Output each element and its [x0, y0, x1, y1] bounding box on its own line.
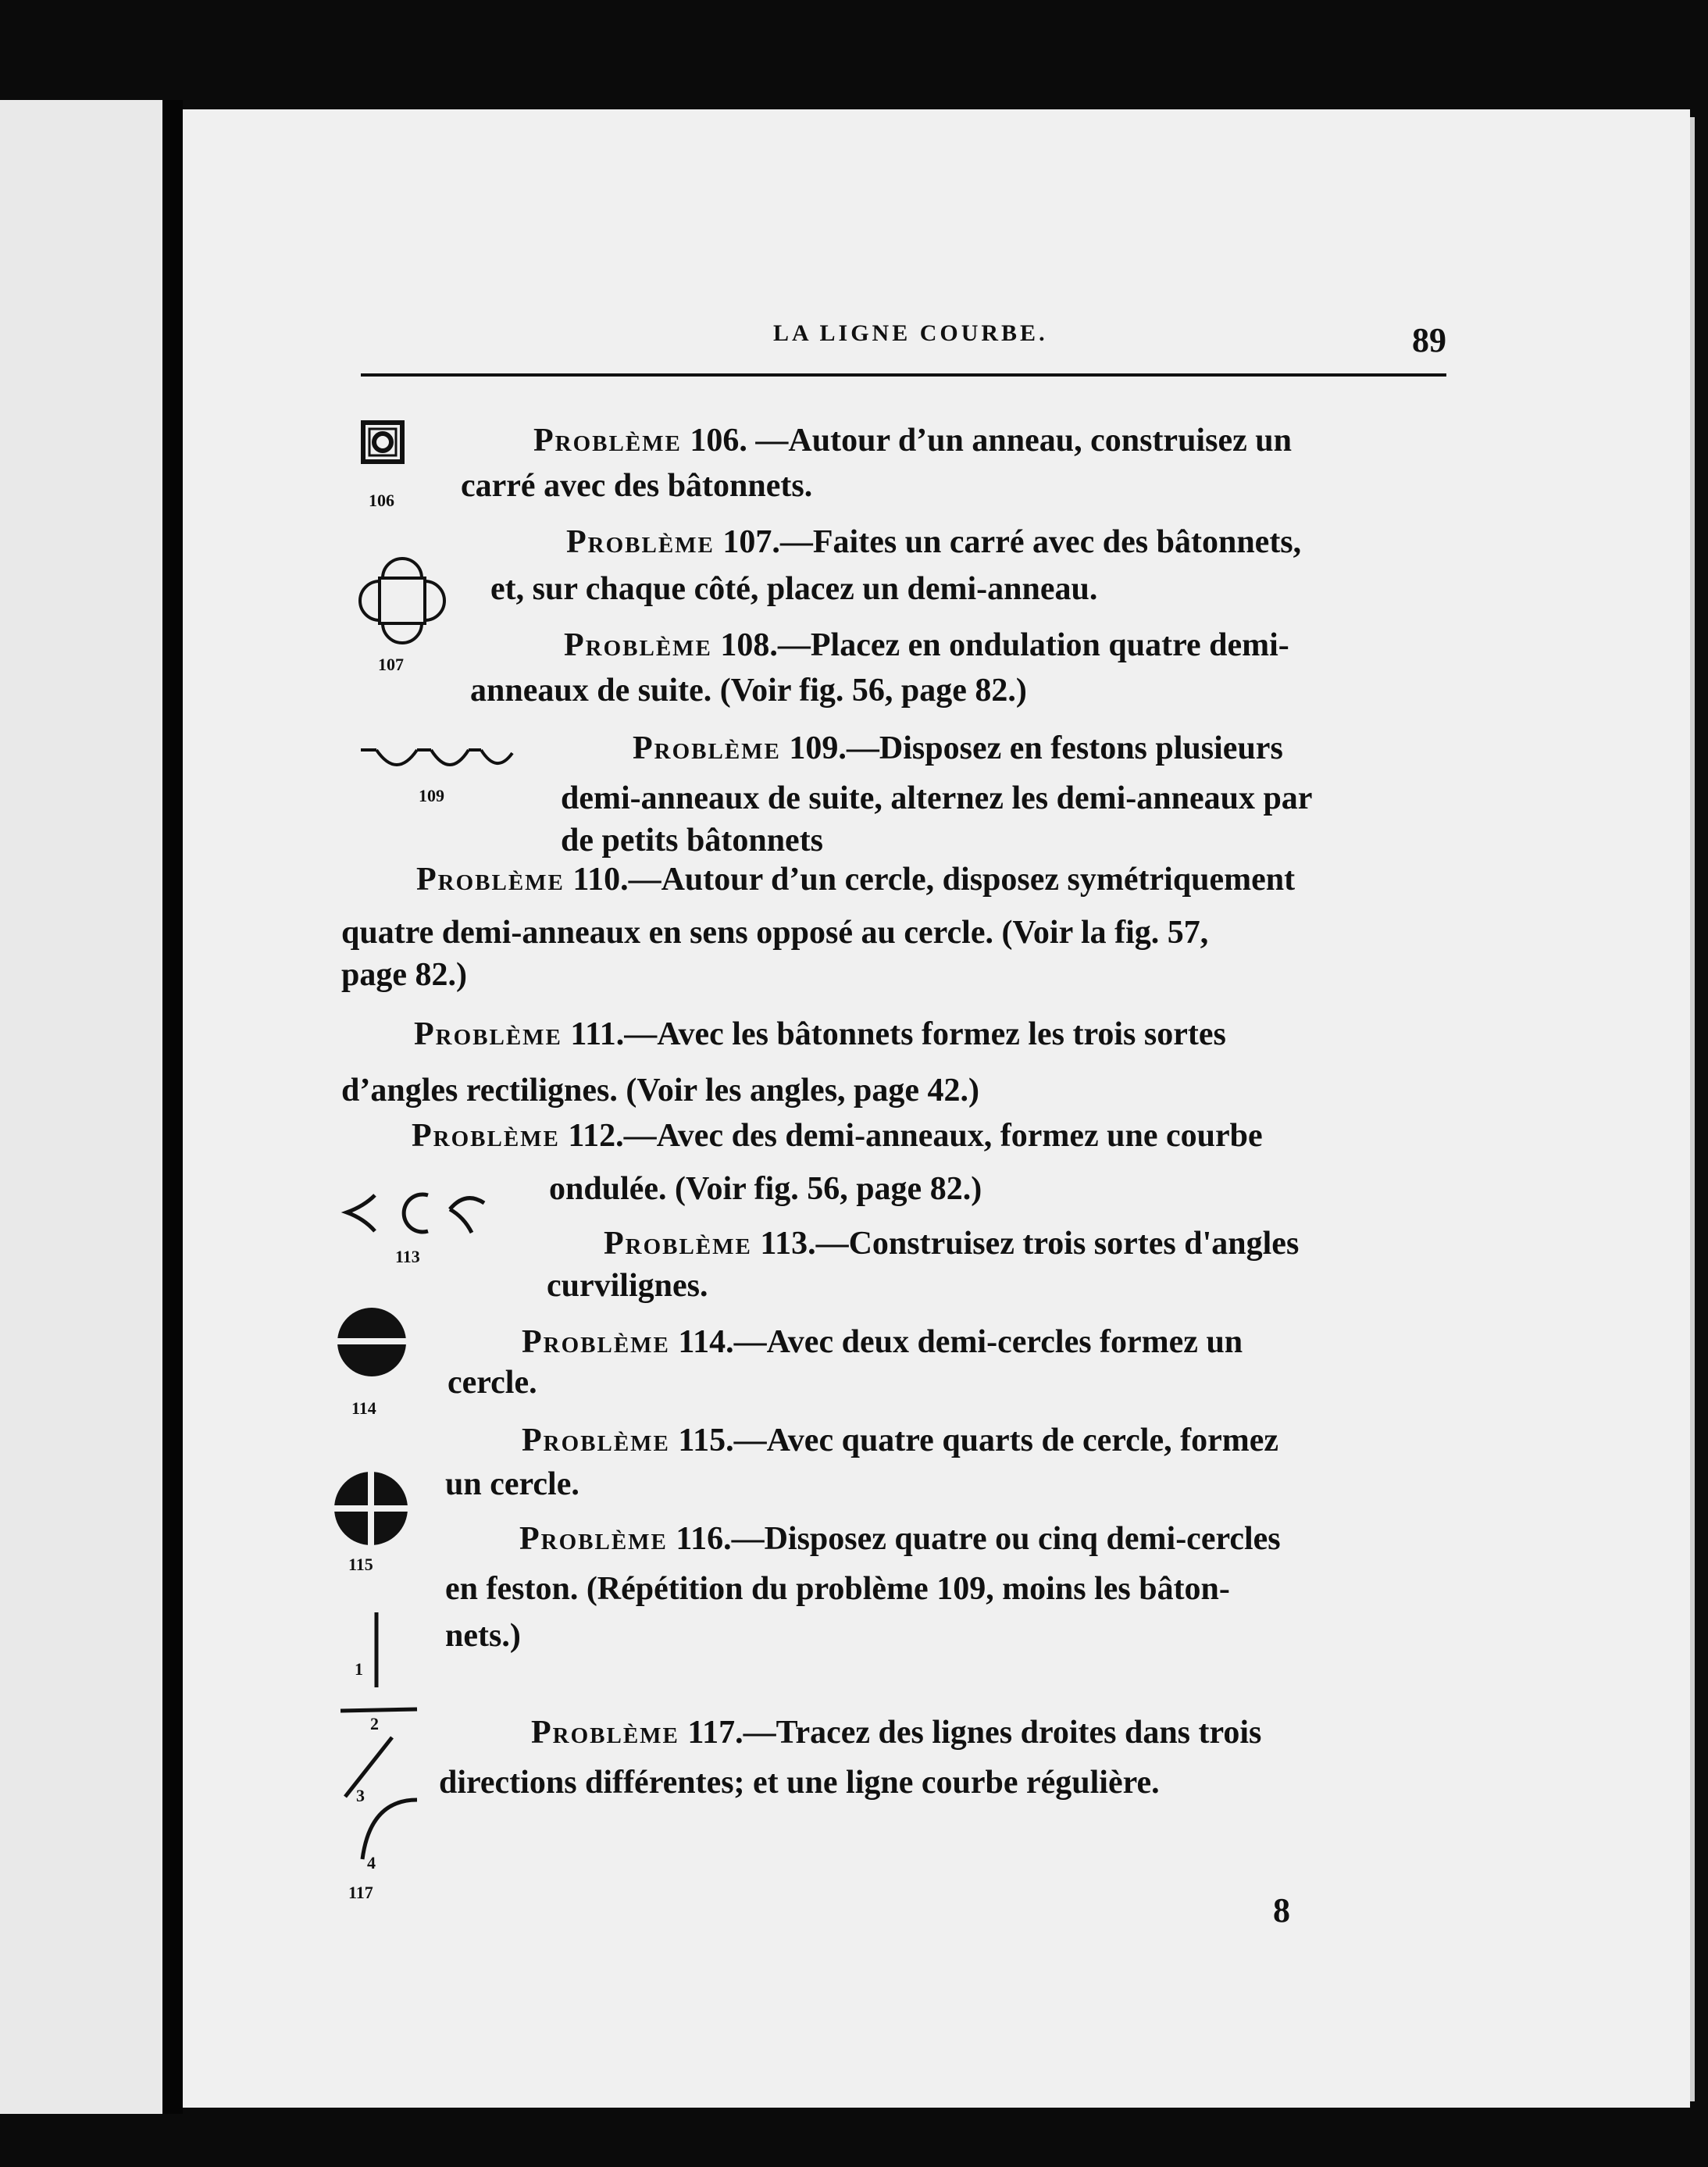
problem-111-line-1: Problème 111.—Avec les bâtonnets formez les trois sortes [414, 1016, 1226, 1052]
problem-117-line-1: Problème 117.—Tracez des lignes droites dans trois [531, 1715, 1262, 1751]
running-title: LA LIGNE COURBE. [773, 320, 1048, 346]
figure-106-label: 106 [369, 491, 394, 510]
problem-109-line-3: de petits bâtonnets [561, 823, 824, 859]
problem-116-line-1: Problème 116.—Disposez quatre ou cinq demi-cercles [519, 1521, 1281, 1557]
problem-110-line-2: quatre demi-anneaux en sens opposé au cercle. (Voir la fig. 57, [341, 915, 1209, 951]
figure-106-ring-in-square [361, 420, 405, 464]
header-rule [361, 373, 1446, 377]
facing-page-edge [0, 100, 162, 2114]
figure-114-label: 114 [351, 1398, 376, 1418]
figure-117-number-2: 2 [370, 1714, 379, 1733]
figure-107-square-half-rings [358, 556, 451, 650]
problem-114-line-2: cercle. [448, 1365, 537, 1401]
figure-117-number-3: 3 [356, 1786, 365, 1805]
problem-107-line-1: Problème 107.—Faites un carré avec des bâtonnets, [566, 524, 1302, 560]
problem-113-line-1: Problème 113.—Construisez trois sortes d'angles [604, 1226, 1300, 1262]
figure-117-number-4: 4 [367, 1853, 376, 1872]
problem-115-line-2: un cercle. [445, 1466, 579, 1502]
problem-110-line-3: page 82.) [341, 957, 467, 993]
problem-112-line-2: ondulée. (Voir fig. 56, page 82.) [549, 1171, 982, 1207]
book-gutter [162, 100, 183, 2114]
problem-108-line-2: anneaux de suite. (Voir fig. 56, page 82.) [470, 673, 1027, 709]
problem-115-line-1: Problème 115.—Avec quatre quarts de cercle, formez [522, 1423, 1279, 1458]
problem-117-line-2: directions différentes; et une ligne courbe régulière. [439, 1765, 1160, 1801]
problem-111-line-2: d’angles rectilignes. (Voir les angles, page 42.) [341, 1073, 980, 1108]
problem-109-line-1: Problème 109.—Disposez en festons plusieurs [633, 730, 1283, 766]
figure-115-four-quarters [333, 1470, 409, 1547]
figure-117-number-1: 1 [355, 1659, 363, 1679]
figure-117-label: 117 [348, 1883, 373, 1902]
problem-110-line-1: Problème 110.—Autour d’un cercle, disposez symétriquement [416, 862, 1296, 898]
figure-115-label: 115 [348, 1555, 373, 1574]
page-number: 89 [1412, 321, 1446, 359]
problem-112-line-1: Problème 112.—Avec des demi-anneaux, formez une courbe [412, 1118, 1263, 1154]
problem-108-line-1: Problème 108.—Placez en ondulation quatre demi- [564, 627, 1289, 663]
figure-109-festoons [359, 742, 523, 781]
problem-106-line-1: Problème 106. —Autour d’un anneau, construisez un [533, 423, 1292, 459]
problem-116-line-3: nets.) [445, 1618, 521, 1654]
problem-107-line-2: et, sur chaque côté, placez un demi-anneau. [490, 571, 1098, 607]
problem-114-line-1: Problème 114.—Avec deux demi-cercles formez un [522, 1324, 1243, 1360]
figure-109-label: 109 [419, 786, 444, 805]
signature-mark: 8 [1273, 1891, 1290, 1930]
problem-116-line-2: en feston. (Répétition du problème 109, moins les bâton- [445, 1571, 1230, 1607]
problem-106-line-2: carré avec des bâtonnets. [461, 468, 813, 504]
figure-107-label: 107 [378, 655, 404, 674]
figure-113-curvilinear-angles [341, 1187, 505, 1242]
figure-117-lines-and-curve [336, 1609, 422, 1867]
problem-113-line-2: curvilignes. [547, 1268, 708, 1304]
problem-109-line-2: demi-anneaux de suite, alternez les demi-anneaux par [561, 780, 1313, 816]
figure-114-two-half-circles [336, 1306, 408, 1378]
page-edge [1690, 117, 1695, 2101]
figure-113-label: 113 [395, 1247, 420, 1266]
